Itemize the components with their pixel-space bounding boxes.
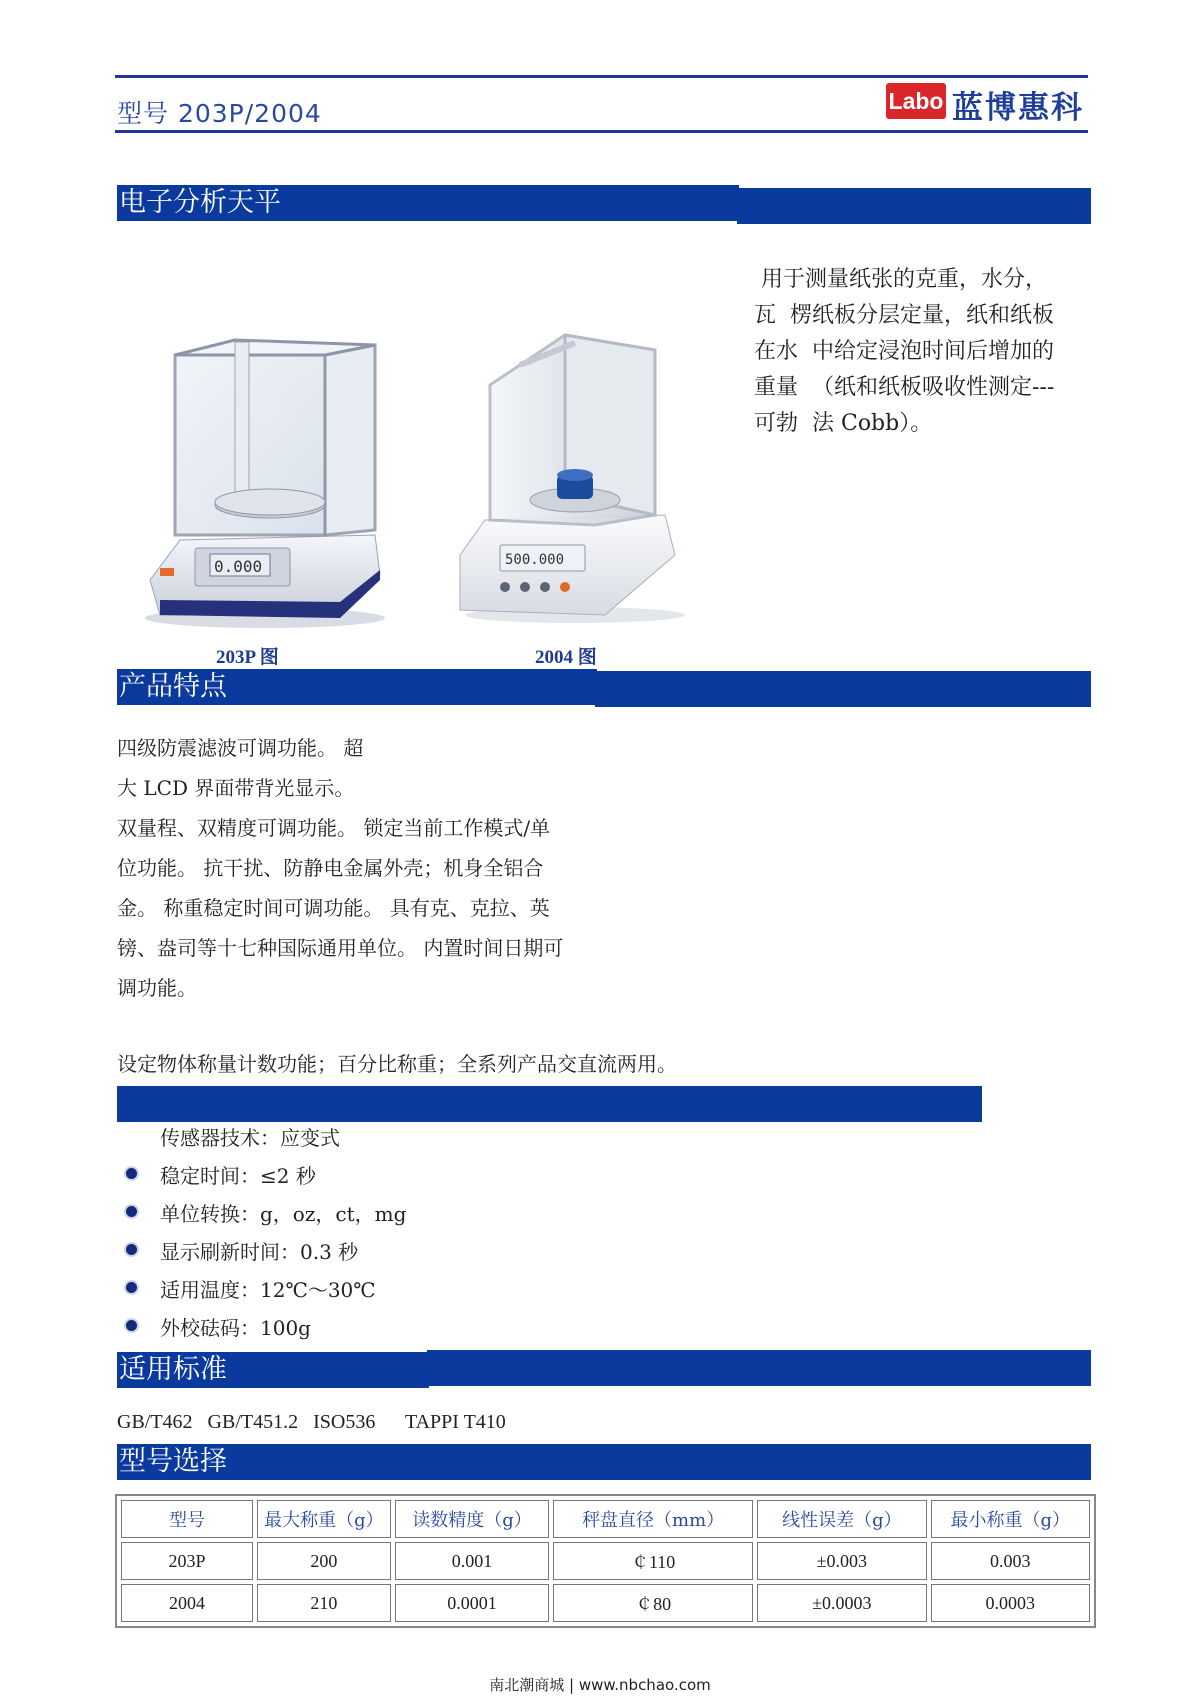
intro-line: 用于测量纸张的克重，水分，: [754, 267, 1047, 292]
section-title-standards: 适用标准: [117, 1352, 429, 1388]
spec-text: 显示刷新时间：0.3 秒: [160, 1240, 359, 1264]
table-cell: 0.0001: [395, 1584, 549, 1622]
table-header-cell: 秤盘直径（mm）: [553, 1500, 753, 1538]
header-top-rule: [115, 75, 1088, 78]
section-band-model-selection: [229, 1444, 1091, 1480]
balance-203p-image: [140, 330, 390, 630]
feature-line: 位功能。 抗干扰、防静电金属外壳；机身全铝合: [117, 856, 544, 880]
standards-list: GB/T462 GB/T451.2 ISO536 TAPPI T410: [117, 1411, 506, 1433]
table-cell: 0.001: [395, 1542, 549, 1580]
balance-2004-image: [445, 325, 690, 625]
table-cell: 200: [257, 1542, 391, 1580]
feature-extra-line: 设定物体称量计数功能；百分比称重；全系列产品交直流两用。: [117, 1052, 677, 1076]
bullet-icon: [126, 1282, 137, 1293]
table-header-cell: 型号: [121, 1500, 253, 1538]
caption-2004: 2004 图: [535, 647, 597, 668]
table-cell: 0.0003: [931, 1584, 1090, 1622]
table-header-cell: 读数精度（g）: [395, 1500, 549, 1538]
table-cell: ±0.0003: [757, 1584, 927, 1622]
section-band-analytical-balance: [737, 188, 1091, 224]
spec-text: 传感器技术：应变式: [160, 1126, 340, 1150]
table-cell: ￠110: [553, 1542, 753, 1580]
section-band-specs: [117, 1086, 982, 1122]
section-title-model-selection: 型号选择: [117, 1444, 229, 1480]
balance-203p-display: 0.000: [214, 557, 263, 576]
section-title-analytical-balance: 电子分析天平: [117, 185, 739, 221]
feature-line: 调功能。: [117, 976, 197, 1000]
table-cell: 203P: [121, 1542, 253, 1580]
model-title: 型号 203P/2004: [117, 99, 322, 128]
intro-line: 重量 （纸和纸板吸收性测定---: [754, 375, 1055, 400]
spec-text: 稳定时间：≤2 秒: [160, 1164, 316, 1188]
brand-logo-badge: Labo: [886, 83, 946, 119]
intro-line: 瓦 楞纸板分层定量，纸和纸板: [754, 303, 1054, 328]
section-title-features: 产品特点: [117, 669, 597, 705]
table-header-cell: 线性误差（g）: [757, 1500, 927, 1538]
feature-line: 镑、盎司等十七种国际通用单位。 内置时间日期可: [117, 936, 564, 960]
intro-paragraph: [754, 262, 1084, 442]
table-cell: ￠80: [553, 1584, 753, 1622]
model-table: [115, 1494, 1096, 1628]
intro-line: 可勃 法 Cobb）。: [754, 411, 933, 436]
bullet-icon: [126, 1320, 137, 1331]
brand-logo-name: 蓝博惠科: [952, 90, 1084, 126]
intro-line: 在水 中给定浸泡时间后增加的: [754, 339, 1054, 364]
header-bottom-rule: [115, 130, 1088, 133]
bullet-icon: [126, 1244, 137, 1255]
table-cell: 210: [257, 1584, 391, 1622]
table-header-cell: 最大称重（g）: [257, 1500, 391, 1538]
table-cell: 0.003: [931, 1542, 1090, 1580]
section-band-features: [595, 671, 1091, 707]
table-cell: 2004: [121, 1584, 253, 1622]
feature-line: 双量程、双精度可调功能。 锁定当前工作模式/单: [117, 816, 551, 840]
caption-203p: 203P 图: [216, 647, 279, 668]
balance-2004-display: 500.000: [505, 552, 565, 568]
spec-text: 适用温度：12℃～30℃: [160, 1278, 376, 1302]
spec-text: 单位转换：g，oz，ct，mg: [160, 1202, 407, 1226]
table-header-cell: 最小称重（g）: [931, 1500, 1090, 1538]
table-row: [121, 1542, 1090, 1580]
bullet-icon: [126, 1206, 137, 1217]
table-row: [121, 1584, 1090, 1622]
bullet-icon: [126, 1168, 137, 1179]
table-header-row: [121, 1500, 1090, 1538]
spec-text: 外校砝码：100g: [160, 1316, 311, 1340]
page-footer: 南北潮商城 | www.nbchao.com: [489, 1676, 711, 1694]
feature-line: 四级防震滤波可调功能。 超: [117, 736, 364, 760]
feature-line: 金。 称重稳定时间可调功能。 具有克、克拉、英: [117, 896, 550, 920]
table-cell: ±0.003: [757, 1542, 927, 1580]
section-band-standards: [427, 1350, 1091, 1386]
feature-line: 大 LCD 界面带背光显示。: [117, 776, 355, 800]
